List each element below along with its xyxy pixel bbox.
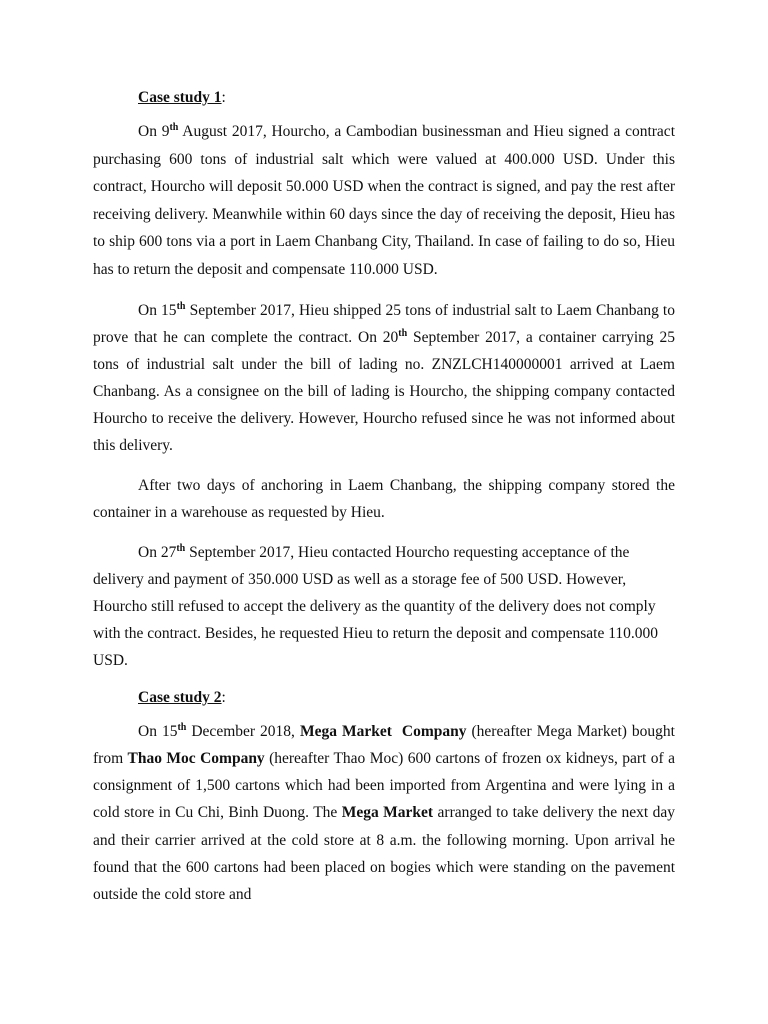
spacer: [93, 284, 675, 297]
company-name-mega-market-short: Mega Market: [341, 804, 434, 822]
case-study-2-heading: [138, 687, 675, 709]
spacer: [93, 526, 675, 539]
spacer: [93, 109, 675, 118]
spacer: [93, 459, 675, 472]
case-1-paragraph-3: After two days of anchoring in Laem Chanbang, the shipping company stored the container in a warehouse as requested by Hieu.: [93, 476, 675, 521]
case-study-2-title: Case study 2: [138, 688, 222, 706]
case-1-paragraph-4: On 27th September 2017, Hieu contacted Hourcho requesting acceptance of the delivery and payment of 350.000 USD as well as a storage fee of 500 USD. However, Hourcho still refused to accept the delivery as the quantity of the delivery does not comply with the contract. Besides, he requested Hieu to return the deposit and compensate 110.000 USD.: [93, 542, 659, 669]
company-name-mega-market: Mega Market Company: [299, 722, 467, 740]
heading-colon: :: [221, 688, 226, 706]
spacer: [93, 674, 675, 687]
case-study-1-title: Case study 1: [138, 89, 222, 106]
case-study-1-heading: [138, 87, 675, 109]
company-name-thao-moc: Thao Moc Company: [127, 749, 265, 767]
heading-colon: :: [221, 89, 226, 106]
document-body: [93, 87, 675, 909]
spacer: [93, 709, 675, 718]
case-1-paragraph-1: On 9th August 2017, Hourcho, a Cambodian businessman and Hieu signed a contract purchasing 600 tons of industrial salt which were valued at 400.000 USD. Under this contract, Hourcho will deposit 50.000 USD when the contract is signed, and pay the rest after receiving delivery. Meanwhile within 60 days since the day of receiving the deposit, Hieu has to ship 600 tons via a port in Laem Chanbang City, Thailand. In case of failing to do so, Hieu has to return the deposit and compensate 110.000 USD.: [93, 122, 675, 278]
case-2-paragraph-1: On 15th December 2018, Mega Market Company (hereafter Mega Market) bought from Thao Moc Company (hereafter Thao Moc) 600 cartons of frozen ox kidneys, part of a consignment of 1,500 cartons which had been imported from Argentina and were lying in a cold store in Cu Chi, Binh Duong. The Mega Market arranged to take delivery the next day and their carrier arrived at the cold store at 8 a.m. the following morning. Upon arrival he found that the 600 cartons had been placed on bogies which were standing on the pavement outside the cold store and: [93, 721, 676, 904]
case-1-paragraph-2: On 15th September 2017, Hieu shipped 25 tons of industrial salt to Laem Chanbang to prove that he can complete the contract. On 20th September 2017, a container carrying 25 tons of industrial salt under the bill of lading no. ZNZLCH140000001 arrived at Laem Chanbang. As a consignee on the bill of lading is Hourcho, the shipping company contacted Hourcho to receive the delivery. However, Hourcho refused since he was not informed about this delivery.: [93, 300, 675, 454]
